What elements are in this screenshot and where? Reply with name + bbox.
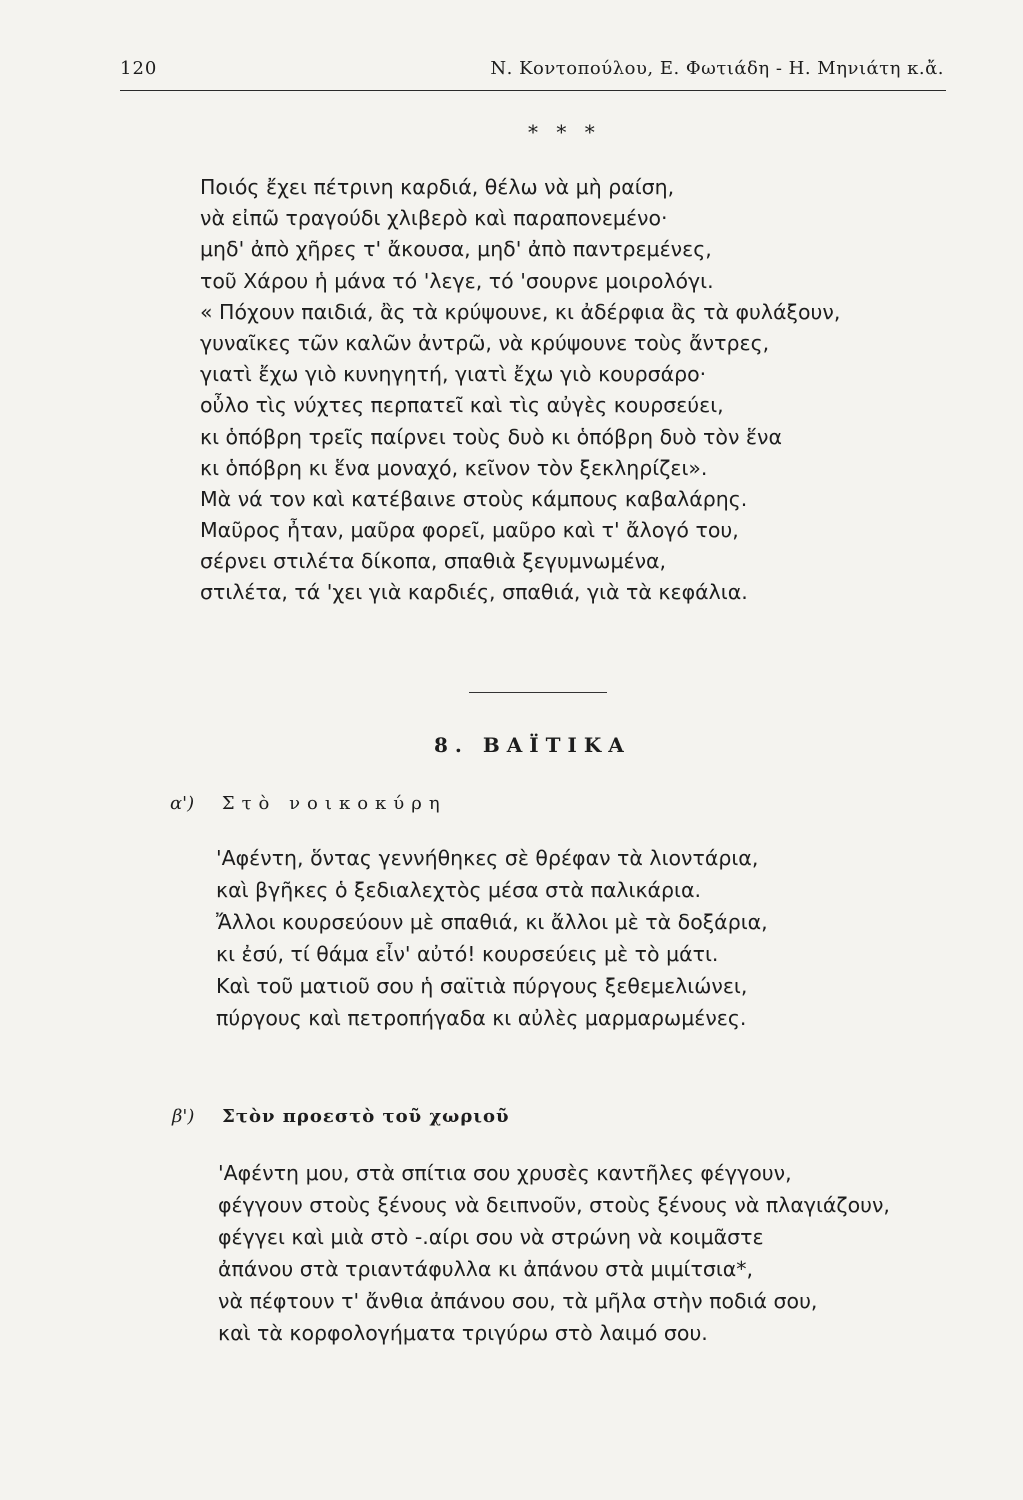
verse-line: καὶ τὰ κορφολογήματα τριγύρω στὸ λαιμό σου. <box>218 1321 708 1345</box>
subheading-label: α') <box>170 793 195 814</box>
verse-line: φέγγουν στοὺς ξένους νὰ δειπνοῦν, στοὺς ξένους νὰ πλαγιάζουν, <box>218 1193 890 1217</box>
verse-line: στιλέτα, τά 'χει γιὰ καρδιές, σπαθιά, γιὰ τὰ κεφάλια. <box>200 580 748 605</box>
verse-line: τοῦ Χάρου ἡ μάνα τό 'λεγε, τό 'σουρνε μοιρολόγι. <box>200 268 714 293</box>
verse-line: « Πόχουν παιδιά, ἂς τὰ κρύψουνε, κι ἀδέρφια ἂς τὰ φυλάξουν, <box>200 299 841 324</box>
verse-line: Μὰ νά τον καὶ κατέβαινε στοὺς κάμπους καβαλάρης. <box>200 486 748 511</box>
subheading-label: β') <box>172 1106 195 1127</box>
verse-line: Ποιός ἔχει πέτρινη καρδιά, θέλω νὰ μὴ ραίση, <box>200 175 675 199</box>
separator-stars: * * * <box>528 120 601 144</box>
poem-alpha <box>216 842 768 1034</box>
verse-line: φέγγει καὶ μιὰ στὸ -.αίρι σου νὰ στρώνη νὰ κοιμᾶστε <box>218 1225 764 1249</box>
page-number: 120 <box>120 58 158 79</box>
subheading-beta <box>172 1106 510 1127</box>
verse-line: σέρνει στιλέτα δίκοπα, σπαθιὰ ξεγυμνωμένα, <box>200 549 667 574</box>
verse-line: Ἄλλοι κουρσεύουν μὲ σπαθιά, κι ἄλλοι μὲ τὰ δοξάρια, <box>216 910 768 934</box>
section-title: 8. ΒΑΪΤΙΚΑ <box>434 733 631 757</box>
verse-line: γυναῖκες τῶν καλῶν ἀντρῶ, νὰ κρύψουνε τοὺς ἄντρες, <box>200 330 770 355</box>
subheading-title: Στὸ νοικοκύρη <box>221 793 447 814</box>
running-head: Ν. Κοντοπούλου, Ε. Φωτιάδη - Η. Μηνιάτη κ.ἄ. <box>490 58 944 79</box>
subheading-title: Στὸν προεστὸ τοῦ χωριοῦ <box>222 1106 510 1127</box>
verse-line: Καὶ τοῦ ματιοῦ σου ἡ σαϊτιὰ πύργους ξεθεμελιώνει, <box>216 974 748 998</box>
section-divider <box>469 692 607 693</box>
verse-line: κι ἐσύ, τί θάμα εἶν' αὐτό! κουρσεύεις μὲ τὸ μάτι. <box>216 942 719 966</box>
verse-line: γιατὶ ἔχω γιὸ κυνηγητή, γιατὶ ἔχω γιὸ κουρσάρο· <box>200 362 707 387</box>
verse-line: 'Αφέντη μου, στὰ σπίτια σου χρυσὲς καντῆλες φέγγουν, <box>218 1161 792 1185</box>
poem-beta <box>218 1157 890 1349</box>
poem-one <box>200 172 840 609</box>
verse-line: ἀπάνου στὰ τριαντάφυλλα κι ἀπάνου στὰ μιμίτσια*, <box>218 1257 754 1281</box>
verse-line: πύργους καὶ πετροπήγαδα κι αὐλὲς μαρμαρωμένες. <box>216 1006 747 1030</box>
verse-line: καὶ βγῆκες ὁ ξεδιαλεχτὸς μέσα στὰ παλικάρια. <box>216 878 702 902</box>
verse-line: νὰ εἰπῶ τραγούδι χλιβερὸ καὶ παραπονεμένο· <box>200 206 668 231</box>
subheading-alpha <box>170 793 447 814</box>
verse-line: κι ὁπόβρη τρεῖς παίρνει τοὺς δυὸ κι ὁπόβρη δυὸ τὸν ἕνα <box>200 424 782 449</box>
verse-line: Μαῦρος ἦταν, μαῦρα φορεῖ, μαῦρο καὶ τ' ἄλογό του, <box>200 518 739 543</box>
page-header <box>120 52 946 92</box>
verse-line: μηδ' ἀπὸ χῆρες τ' ἄκουσα, μηδ' ἀπὸ παντρεμένες, <box>200 237 712 262</box>
verse-line: 'Αφέντη, ὅντας γεννήθηκες σὲ θρέφαν τὰ λιοντάρια, <box>216 846 759 870</box>
verse-line: οὖλο τὶς νύχτες περπατεῖ καὶ τὶς αὐγὲς κουρσεύει, <box>200 393 724 418</box>
header-rule <box>120 90 946 91</box>
verse-line: νὰ πέφτουν τ' ἄνθια ἀπάνου σου, τὰ μῆλα στὴν ποδιά σου, <box>218 1289 818 1313</box>
verse-line: κι ὁπόβρη κι ἕνα μοναχό, κεῖνον τὸν ξεκληρίζει». <box>200 455 708 480</box>
